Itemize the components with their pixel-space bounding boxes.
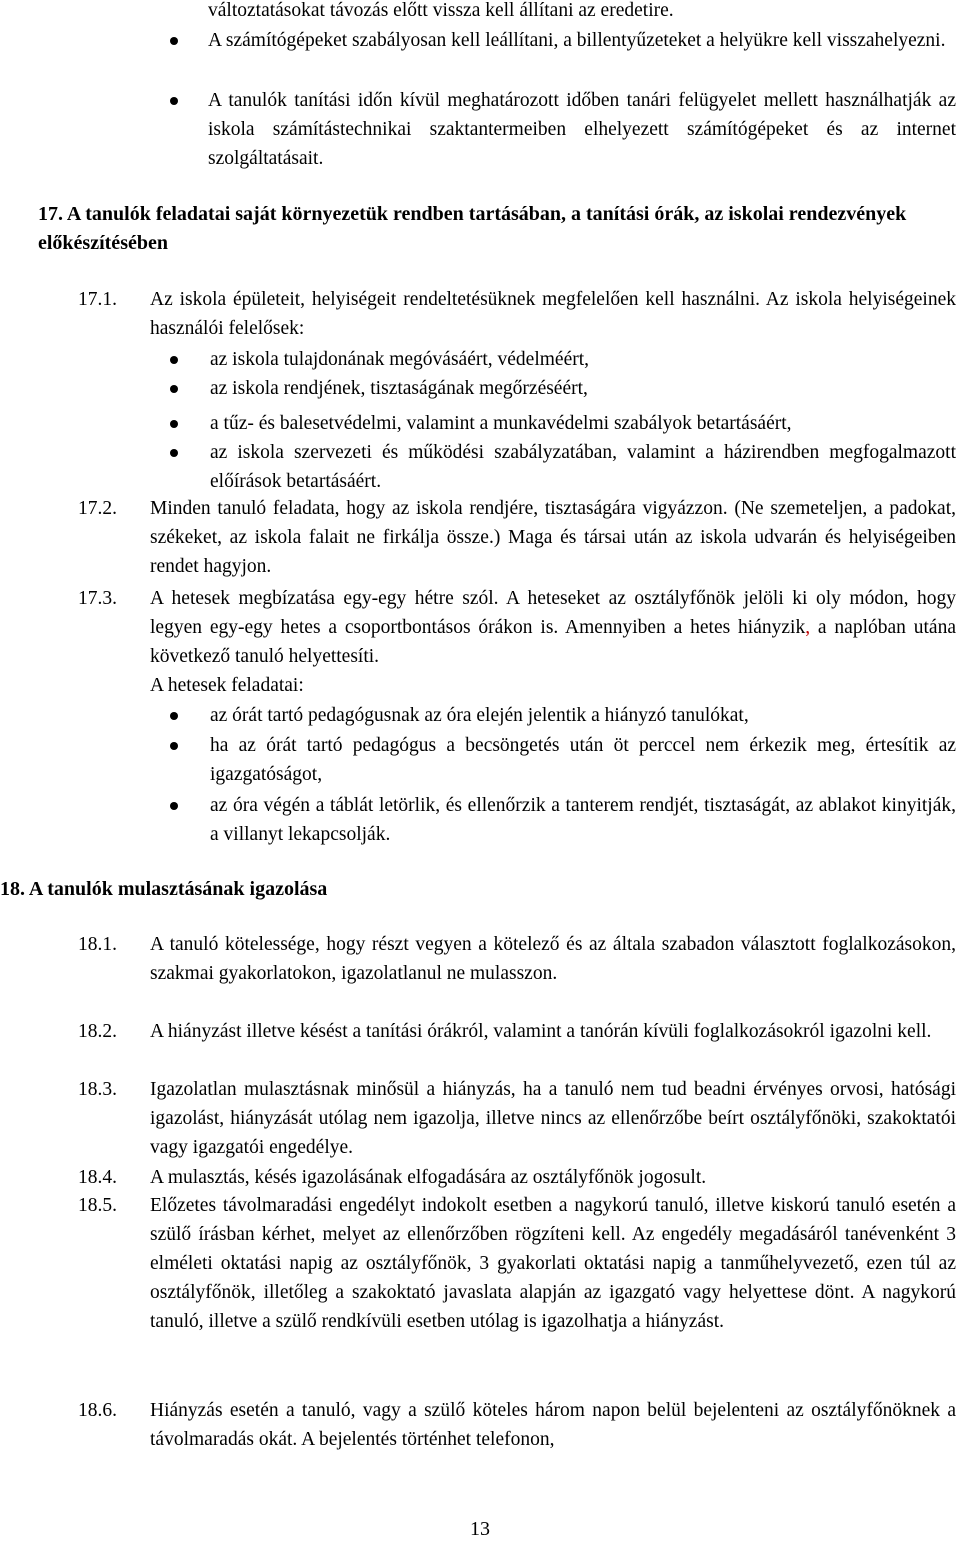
paragraph-text: A mulasztás, késés igazolásának elfogadására az osztályfőnök jogosult. — [150, 1167, 707, 1188]
paragraph-number: 17.3. — [78, 588, 117, 609]
bullet-item: A tanulók tanítási időn kívül meghatározott időben tanári felügyelet mellett használhatják az iskola számítástechnikai szaktantermeiben elhelyezett számítógépeket és az internet szolgáltatásait. — [208, 86, 956, 173]
page-number: 13 — [470, 1518, 490, 1540]
paragraph-text: Hiányzás esetén a tanuló, vagy a szülő köteles három napon belül bejelenteni az osztályfőnöknek a távolmaradás okát. A bejelentés történhet telefonon, — [150, 1400, 956, 1450]
section-heading-18: 18. A tanulók mulasztásának igazolása — [0, 878, 328, 900]
bullet-item: az óra végén a táblát letörlik, és ellenőrzik a tanterem rendjét, tisztaságát, az ablakot kinyitják, a villanyt lekapcsolják. — [210, 791, 956, 849]
red-comma: , — [805, 617, 811, 638]
paragraph-number: 18.5. — [78, 1195, 117, 1216]
paragraph-text: A hiányzást illetve késést a tanítási órákról, valamint a tanórán kívüli foglalkozásokról igazolni kell. — [150, 1021, 932, 1042]
bullet-item: a tűz- és balesetvédelmi, valamint a munkavédelmi szabályok betartásáért, — [210, 409, 956, 438]
paragraph-number: 18.1. — [78, 934, 117, 955]
paragraph-text: Előzetes távolmaradási engedélyt indokolt esetben a nagykorú tanuló, illetve kiskorú tanuló esetén a szülő írásban kérhet, melyet az ellenőrzőben rögzíteni kell. Az engedély megadásáról tanévenként 3 elméleti oktatási napig az osztályfőnök, 3 gyakorlati oktatási napig a tanműhelyvezető, ezen túl az osztályfőnök, illetőleg a szakoktató javaslata alapján az igazgató vagy helyettese dönt. A nagykorú tanuló, illetve a szülő rendkívüli esetben utólag is igazolhatja a hiányzást. — [150, 1195, 956, 1332]
bullet-continuation: változtatásokat távozás előtt vissza kell állítani az eredetire. — [208, 0, 674, 21]
paragraph-text: Minden tanuló feladata, hogy az iskola rendjére, tisztaságára vigyázzon. (Ne szemeteljen, a padokat, székeket, az iskola falait ne firkálja össze.) Maga és társai után az iskola udvarán és helyiségeiben rendet hagyjon. — [150, 498, 956, 577]
paragraph-number: 18.6. — [78, 1400, 117, 1421]
paragraph-subheading: A hetesek feladatai: — [150, 675, 304, 696]
bullet-item: A számítógépeket szabályosan kell leállítani, a billentyűzeteket a helyükre kell visszahelyezni. — [208, 26, 956, 55]
bullet-item: az iskola rendjének, tisztaságának megőrzéséért, — [210, 374, 956, 403]
paragraph-number: 18.2. — [78, 1021, 117, 1042]
paragraph-text: Igazolatlan mulasztásnak minősül a hiányzás, ha a tanuló nem tud beadni érvényes orvosi, hatósági igazolást, hiányzását utólag nem igazolja, illetve nincs az ellenőrzőbe beírt osztályfőnöki, szakoktatói vagy igazgatói engedélye. — [150, 1079, 956, 1158]
bullet-item: az iskola tulajdonának megóvásáért, védelméért, — [210, 345, 956, 374]
bullet-item: ha az órát tartó pedagógus a becsöngetés után öt perccel nem érkezik meg, értesítik az igazgatóságot, — [210, 731, 956, 789]
section-heading-17: 17. A tanulók feladatai saját környezetük rendben tartásában, a tanítási órák, az iskolai rendezvények előkészítésében — [38, 203, 907, 254]
paragraph-number: 17.1. — [78, 289, 117, 310]
bullet-item: az iskola szervezeti és működési szabályzatában, valamint a házirendben megfogalmazott előírások betartásáért. — [210, 438, 956, 496]
paragraph-number: 18.4. — [78, 1167, 117, 1188]
paragraph-text: A hetesek megbízatása egy-egy hétre szól. A heteseket az osztályfőnök jelöli ki oly módon, hogy legyen egy-egy hetes a csoportbontásos órákon is. Amennyiben a hetes hiányzik, a naplóban utána következő tanuló helyettesíti. — [150, 588, 956, 667]
paragraph-text: A tanuló kötelessége, hogy részt vegyen a kötelező és az általa szabadon választott foglalkozásokon, szakmai gyakorlatokon, igazolatlanul ne mulasszon. — [150, 934, 956, 984]
bullet-item: az órát tartó pedagógusnak az óra elején jelentik a hiányzó tanulókat, — [210, 701, 956, 730]
paragraph-number: 18.3. — [78, 1079, 117, 1100]
paragraph-text: Az iskola épületeit, helyiségeit rendeltetésüknek megfelelően kell használni. Az iskola helyiségeinek használói felelősek: — [150, 289, 956, 339]
paragraph-number: 17.2. — [78, 498, 117, 519]
